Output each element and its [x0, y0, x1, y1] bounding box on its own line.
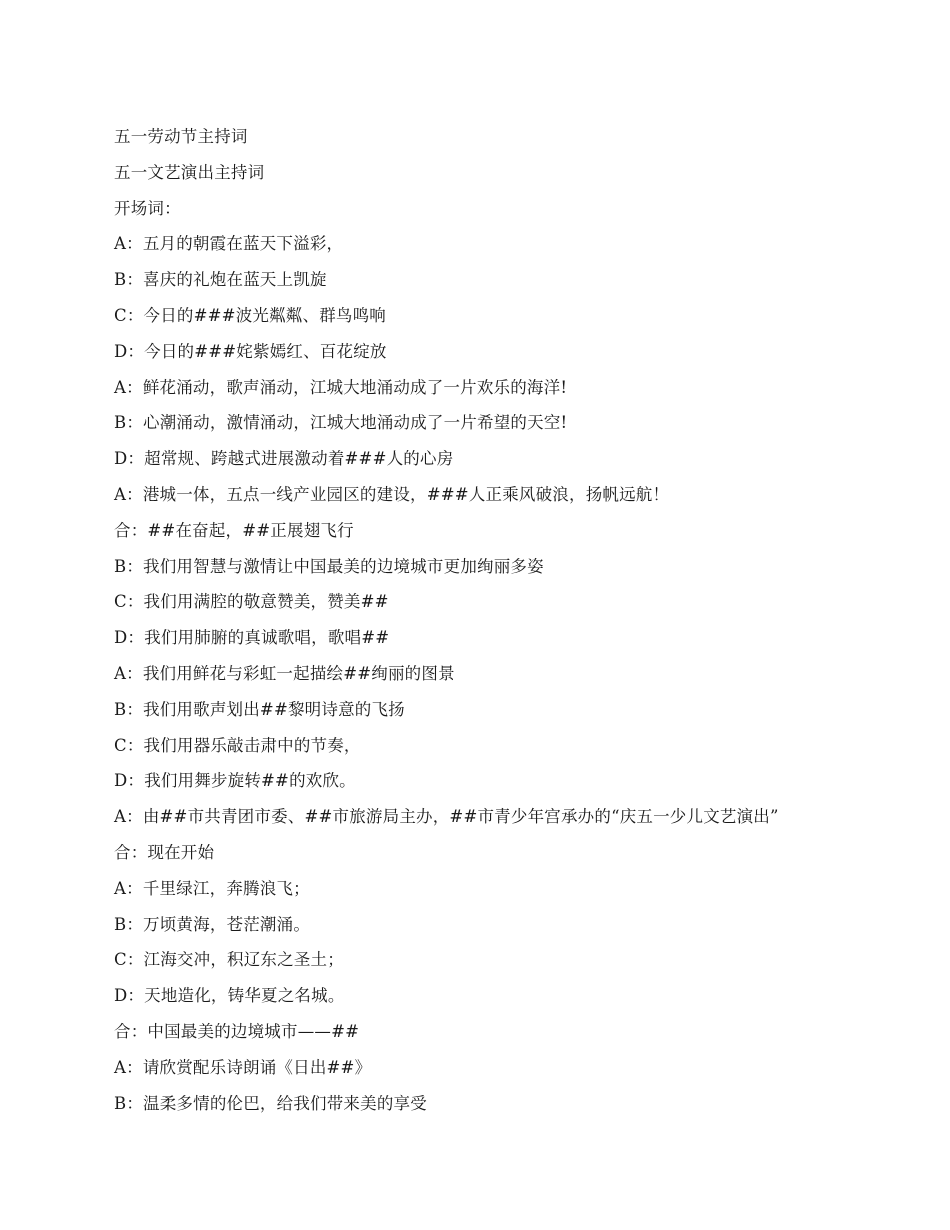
script-line: A：港城一体，五点一线产业园区的建设，###人正乘风破浪，扬帆远航！	[114, 484, 670, 504]
script-line: 合：现在开始	[114, 842, 215, 862]
script-line: B：心潮涌动，激情涌动，江城大地涌动成了一片希望的天空!	[114, 413, 568, 433]
script-line: A：请欣赏配乐诗朗诵《日出##》	[114, 1057, 372, 1077]
script-line: D：我们用舞步旋转##的欢欣。	[114, 771, 356, 791]
doc-subtitle: 五一文艺演出主持词	[114, 162, 265, 182]
script-line: B：温柔多情的伦巴，给我们带来美的享受	[114, 1093, 427, 1113]
script-line: A：鲜花涌动，歌声涌动，江城大地涌动成了一片欢乐的海洋!	[114, 377, 568, 397]
script-line: B：万顷黄海，苍茫潮涌。	[114, 914, 311, 934]
script-line: 合：##在奋起，##正展翅飞行	[114, 520, 354, 540]
script-line: C：今日的###波光粼粼、群鸟鸣响	[114, 305, 387, 325]
script-line: A：五月的朝霞在蓝天下溢彩，	[114, 234, 344, 254]
script-line: D：天地造化，铸华夏之名城。	[114, 986, 345, 1006]
section-heading: 开场词：	[114, 198, 181, 218]
script-line: B：喜庆的礼炮在蓝天上凯旋	[114, 270, 327, 290]
script-line: B：我们用歌声划出##黎明诗意的飞扬	[114, 699, 405, 719]
script-line: A：由##市共青团市委、##市旅游局主办，##市青少年宫承办的“庆五一少儿文艺演出”	[114, 807, 779, 827]
script-line: C：江海交冲，积辽东之圣土；	[114, 950, 344, 970]
script-line: D：今日的###姹紫嫣红、百花绽放	[114, 341, 387, 361]
script-line: 合：中国最美的边境城市——##	[114, 1021, 360, 1041]
script-line: D：我们用肺腑的真诚歌唱，歌唱##	[114, 628, 390, 648]
script-line: A：千里绿江，奔腾浪飞；	[114, 878, 310, 898]
script-line: C：我们用满腔的敬意赞美，赞美##	[114, 592, 389, 612]
script-line: D：超常规、跨越式进展激动着###人的心房	[114, 449, 454, 469]
script-line: A：我们用鲜花与彩虹一起描绘##绚丽的图景	[114, 663, 455, 683]
document-body	[114, 124, 874, 1126]
doc-title: 五一劳动节主持词	[114, 127, 248, 146]
script-line: B：我们用智慧与激情让中国最美的边境城市更加绚丽多姿	[114, 556, 544, 576]
script-line: C：我们用器乐敲击肃中的节奏，	[114, 735, 361, 755]
